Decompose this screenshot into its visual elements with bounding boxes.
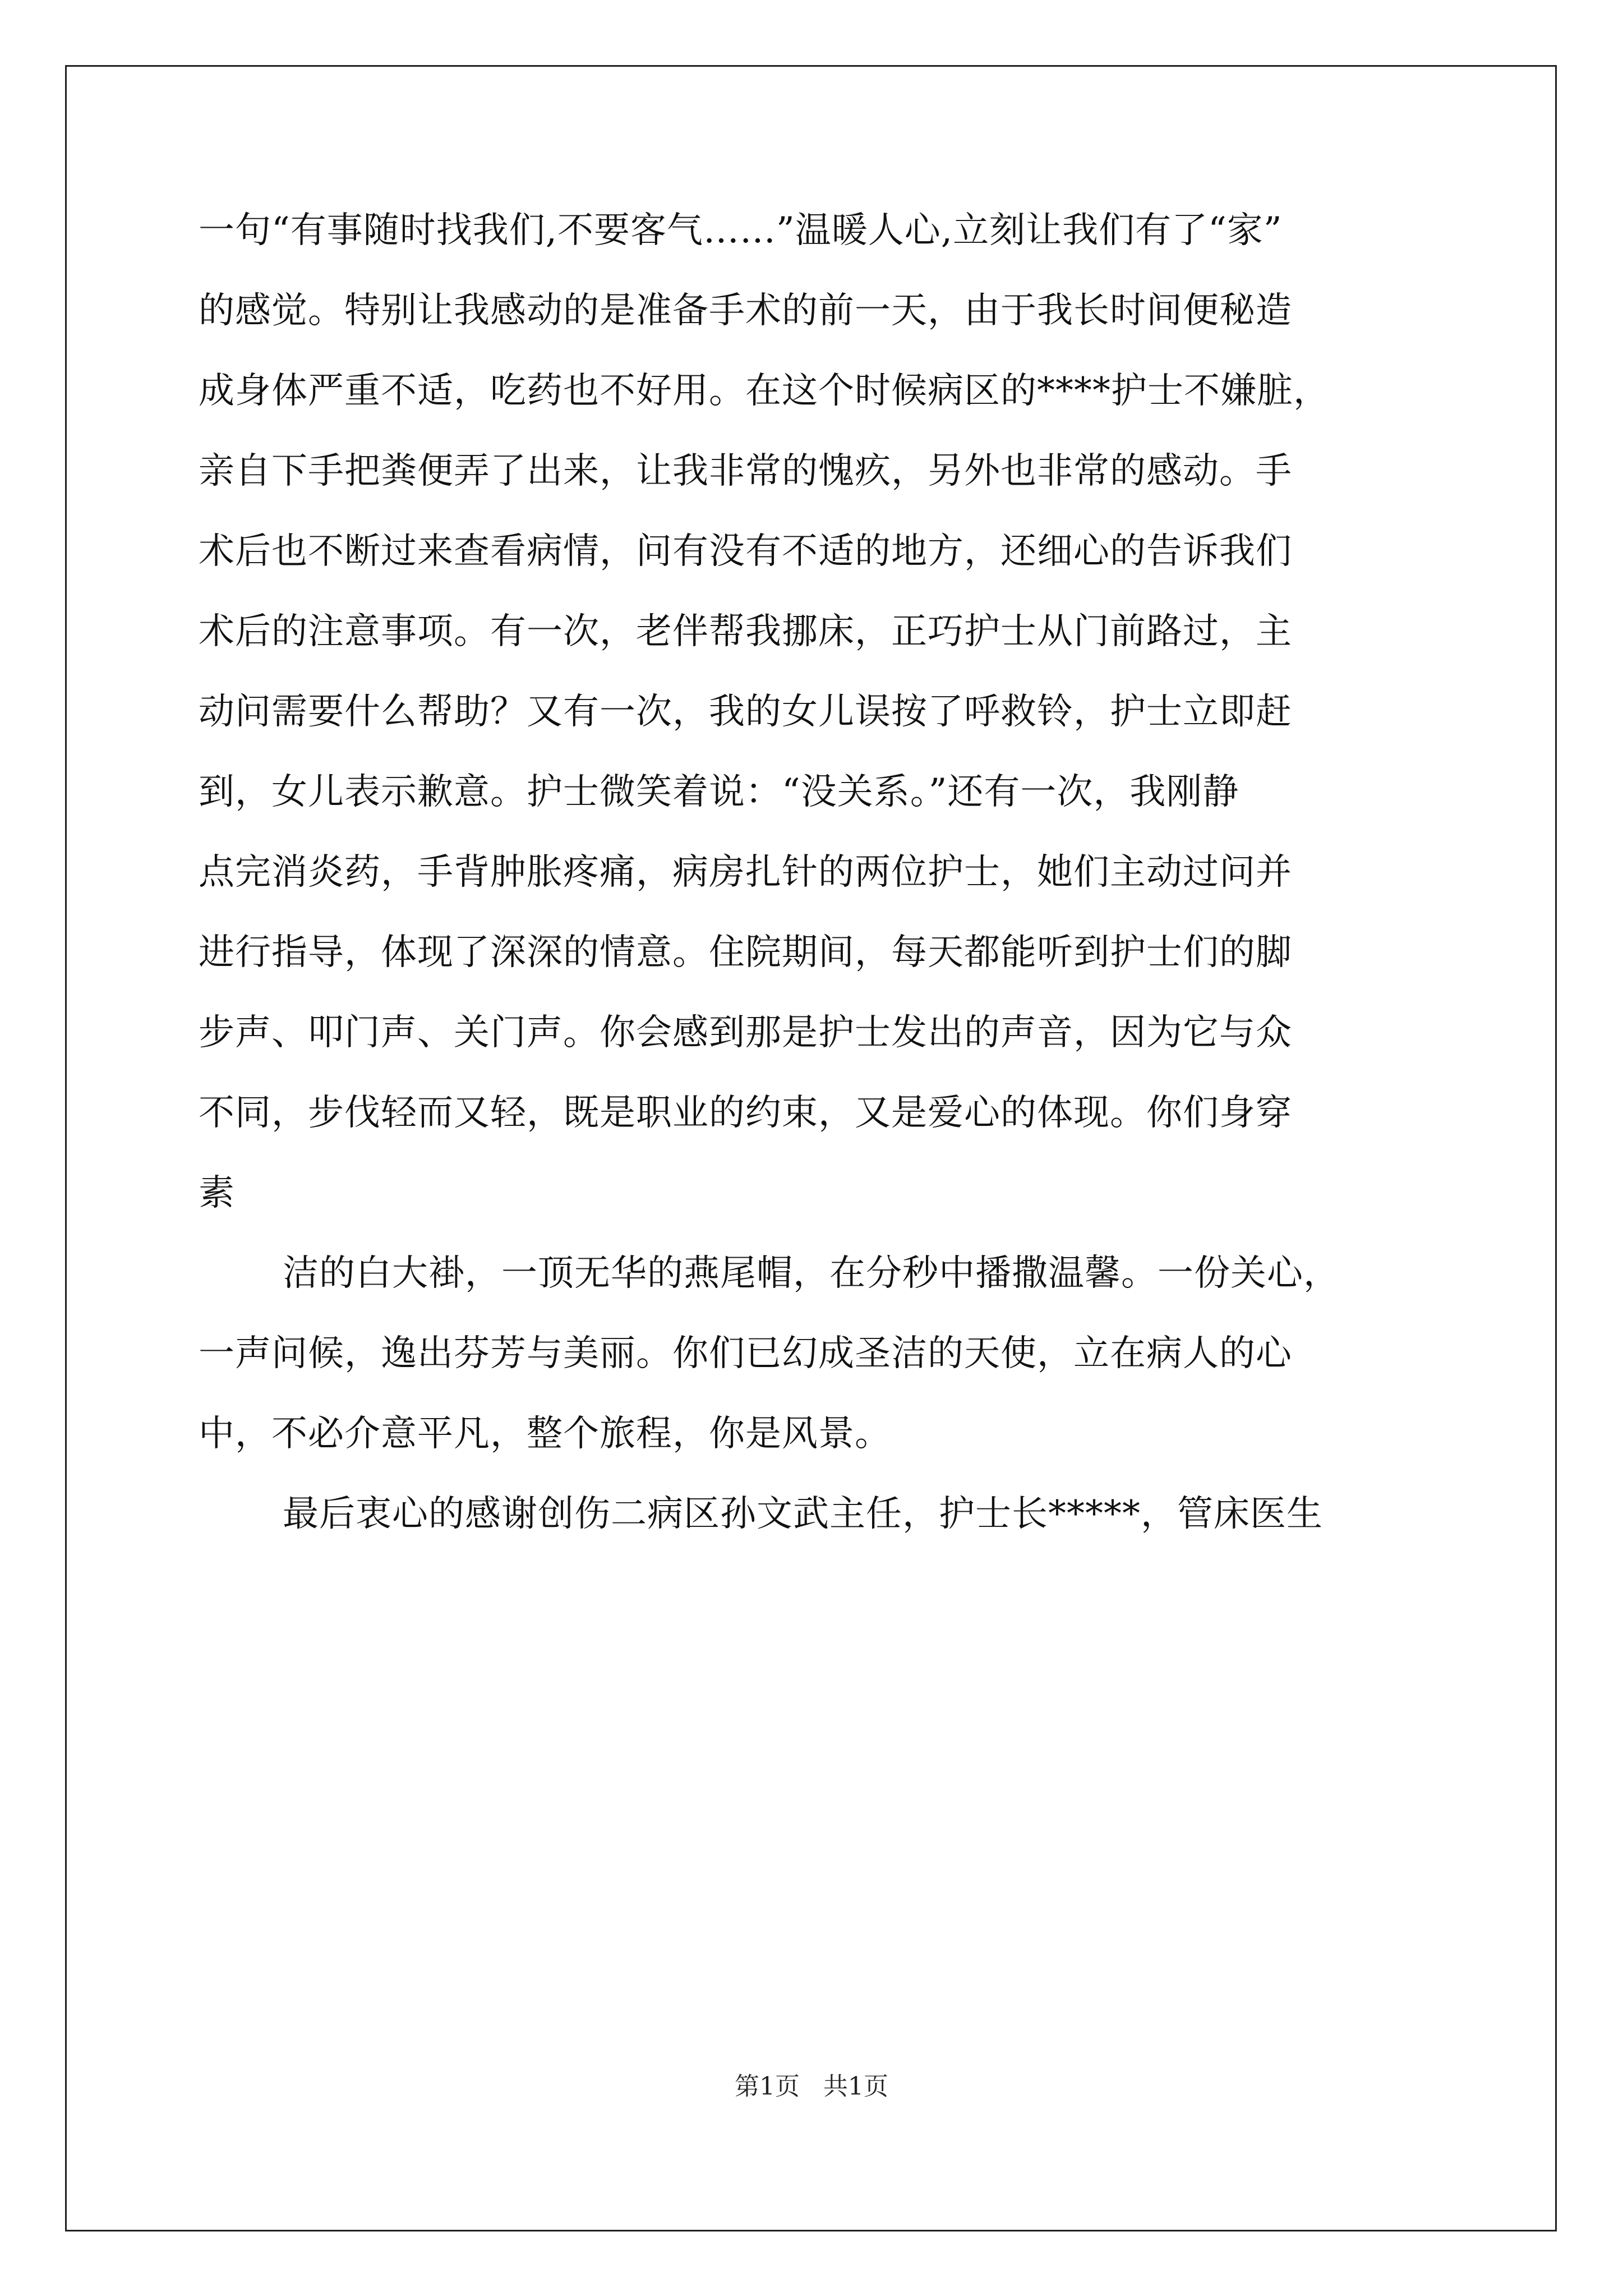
text-line: 不同，步伐轻而又轻，既是职业的约束，又是爱心的体现。你们身穿 xyxy=(199,1092,1292,1134)
page-footer: 第1页 共1页 xyxy=(735,2072,888,2101)
text-line: 到，女儿表示歉意。护士微笑着说：“没关系。”还有一次，我刚静 xyxy=(199,771,1239,813)
paragraph-first-line: 最后衷心的感谢创伤二病区孙文武主任，护士长*****，管床医生 xyxy=(283,1493,1323,1535)
paragraph-first-line: 洁的白大褂，一顶无华的燕尾帽，在分秒中播撒温馨。一份关心， xyxy=(283,1253,1340,1294)
text-line: 术后也不断过来查看病情，问有没有不适的地方，还细心的告诉我们 xyxy=(199,531,1292,572)
text-line: 成身体严重不适，吃药也不好用。在这个时候病区的****护士不嫌脏， xyxy=(199,370,1330,412)
text-line: 动问需要什么帮助？又有一次，我的女儿误按了呼救铃，护士立即赶 xyxy=(199,691,1292,733)
text-line: 亲自下手把粪便弄了出来，让我非常的愧疚，另外也非常的感动。手 xyxy=(199,450,1292,492)
text-line: 素 xyxy=(199,1172,235,1214)
text-line: 中，不必介意平凡，整个旅程，你是风景。 xyxy=(199,1413,891,1455)
text-line: 步声、叩门声、关门声。你会感到那是护士发出的声音，因为它与众 xyxy=(199,1012,1292,1053)
text-line: 术后的注意事项。有一次，老伴帮我挪床，正巧护士从门前路过，主 xyxy=(199,611,1292,652)
document-body xyxy=(199,191,1432,1554)
text-line: 一声问候，逸出芬芳与美丽。你们已幻成圣洁的天使，立在病人的心 xyxy=(199,1333,1292,1374)
text-line: 的感觉。特别让我感动的是准备手术的前一天，由于我长时间便秘造 xyxy=(199,290,1292,332)
text-line: 一句“有事随时找我们,不要客气……”温暖人心,立刻让我们有了“家” xyxy=(199,210,1283,251)
text-line: 点完消炎药，手背肿胀疼痛，病房扎针的两位护士，她们主动过问并 xyxy=(199,852,1292,893)
text-line: 进行指导，体现了深深的情意。住院期间，每天都能听到护士们的脚 xyxy=(199,932,1292,973)
